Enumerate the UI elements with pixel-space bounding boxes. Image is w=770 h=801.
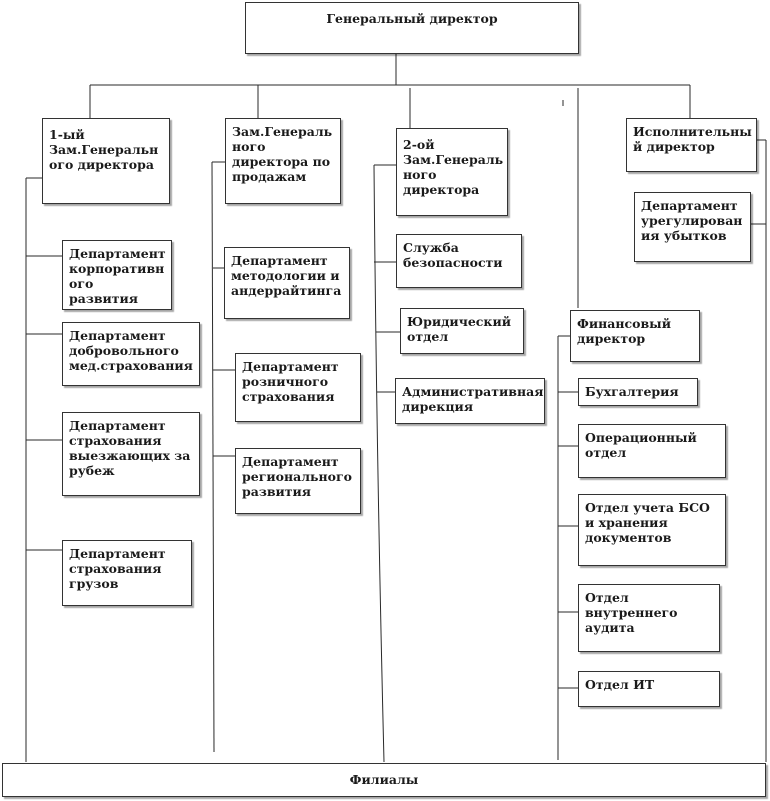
col3-item1-label: Служба безопасности	[403, 240, 503, 270]
col5-head-box	[570, 310, 700, 362]
col5-item1-box	[578, 378, 698, 406]
branches-box	[2, 763, 766, 797]
col3-item3-box	[395, 378, 545, 424]
col5-item4-label: Отдел внутреннего аудита	[585, 590, 678, 635]
col5-item2-label: Операционный отдел	[585, 430, 697, 460]
col1-item4-label: Департамент страхования грузов	[69, 546, 166, 591]
col3-item2-box	[400, 308, 524, 354]
col3-item1-box	[396, 234, 522, 288]
col5-item5-label: Отдел ИТ	[585, 677, 655, 692]
col3-item3-label: Административная дирекция	[402, 384, 544, 414]
connector-col3-trunk	[374, 165, 384, 762]
col2-item2-label: Департамент розничного страхования	[242, 359, 339, 404]
col1-head-box	[42, 118, 170, 204]
col3-item2-label: Юридический отдел	[407, 314, 511, 344]
col2-item1-box	[224, 247, 350, 319]
general-director-label: Генеральный директор	[326, 11, 498, 26]
col5-item1-label: Бухгалтерия	[585, 384, 679, 399]
col5-item5-box	[578, 671, 720, 707]
branches-label: Филиалы	[349, 772, 419, 787]
col5-item2-box	[578, 424, 726, 478]
col1-item1-label: Департамент корпоративн ого развития	[69, 246, 166, 306]
col1-item4-box	[62, 540, 192, 606]
col1-item3-box	[62, 412, 200, 496]
col2-item3-label: Департамент регионального развития	[242, 454, 352, 499]
col1-item2-label: Департамент добровольного мед.страхования	[69, 328, 193, 373]
col1-item1-box	[62, 240, 172, 310]
col5-item3-label: Отдел учета БСО и хранения документов	[585, 500, 710, 545]
col4-item1-box	[634, 192, 751, 262]
col1-item3-label: Департамент страхования выезжающих за рубеж	[69, 418, 191, 478]
col4-head-box	[626, 118, 757, 172]
general-director-box	[245, 2, 579, 54]
col3-head-label: 2-ой Зам.Генераль ного директора	[403, 137, 504, 197]
col5-head-label: Финансовый директор	[577, 316, 671, 346]
col2-head-label: Зам.Генераль ного директора по продажам	[232, 124, 333, 184]
col5-item4-box	[578, 584, 720, 652]
col2-head-box	[225, 118, 341, 204]
col1-item2-box	[62, 322, 200, 386]
col2-item2-box	[235, 353, 361, 422]
col2-item3-box	[235, 448, 361, 514]
col1-head-label: 1-ый Зам.Генеральн ого директора	[49, 127, 159, 172]
col2-item1-label: Департамент методологии и андеррайтинга	[231, 253, 342, 298]
col4-head-label: Исполнительны й директор	[633, 124, 752, 154]
col3-head-box	[396, 128, 508, 216]
connector-col2-trunk	[212, 162, 214, 752]
col4-item1-label: Департамент урегулирован ия убытков	[641, 198, 743, 243]
col5-item3-box	[578, 494, 726, 566]
